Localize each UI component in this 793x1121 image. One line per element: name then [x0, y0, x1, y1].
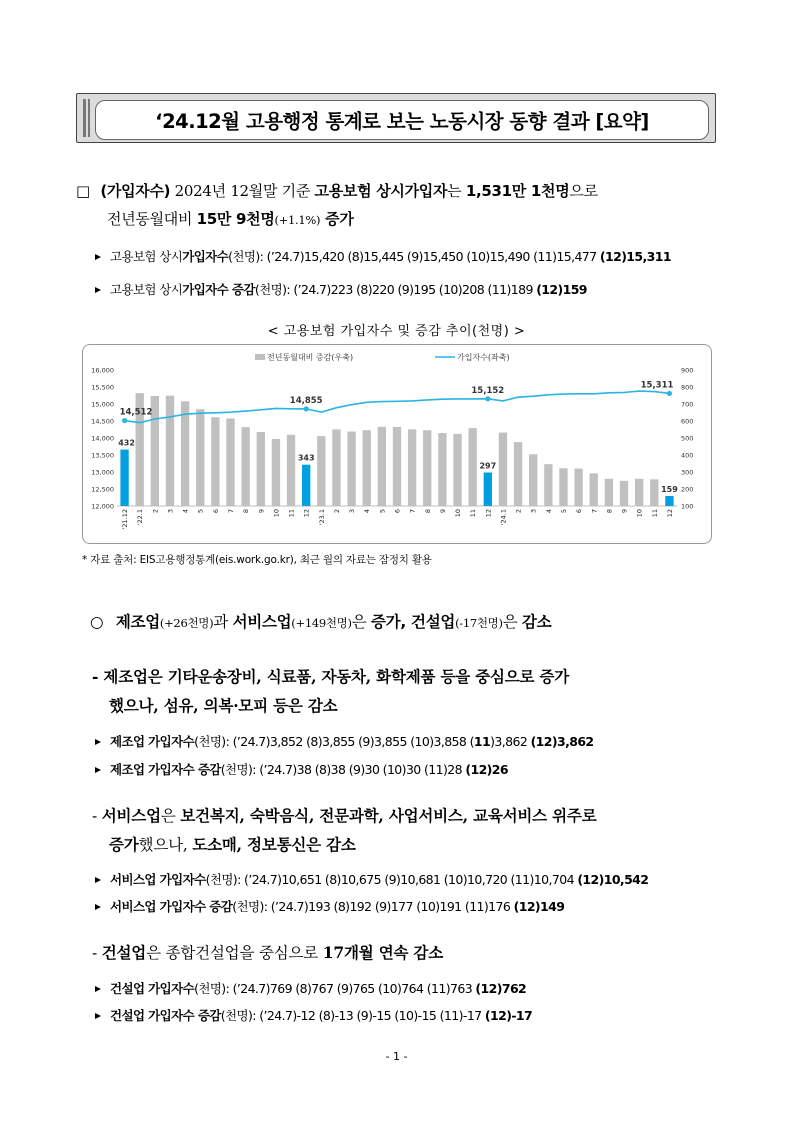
bar-highlight [484, 473, 492, 506]
page-title: ‘24.12월 고용행정 통계로 보는 노동시장 동향 결과 [요약] [95, 100, 709, 140]
x-tick-label: 11 [287, 509, 296, 518]
y-left-tick-label: 14,000 [91, 434, 114, 443]
section-bold: 감소 [522, 613, 552, 631]
bullet-bold: 건설업 가입자수 [110, 981, 195, 996]
bullet-text: 고용보험 상시 [110, 249, 183, 264]
x-tick-label: 9 [620, 509, 629, 514]
bullet-item [95, 870, 648, 888]
line-data-label: 14,855 [289, 395, 323, 406]
y-right-tick-label: 500 [681, 434, 694, 443]
x-tick-label: 7 [408, 509, 417, 514]
section-num: (-17천명) [455, 616, 503, 630]
line-point [304, 406, 309, 411]
bullet-item [95, 732, 594, 750]
section-num: (+149천명) [291, 616, 352, 630]
con-text: 은 종합건설업을 중심으로 [146, 944, 323, 962]
bullet-end: (12)149 [513, 899, 565, 914]
x-tick-label: 5 [559, 509, 568, 514]
triangle-bullet-icon [95, 986, 101, 992]
y-left-tick-label: 12,000 [91, 502, 114, 511]
bar [499, 433, 507, 506]
y-left-tick-label: 16,000 [91, 366, 114, 375]
mfg-heading-line-1: - 제조업은 기타운송장비, 식료품, 자동차, 화학제품 등을 중심으로 증가 [92, 667, 570, 686]
y-left-tick-label: 14,500 [91, 417, 114, 426]
triangle-bullet-icon [95, 739, 101, 745]
source-note: * 자료 출처: EIS고용행정통계(eis.work.go.kr), 최근 월의 자료는 잠정치 활용 [82, 554, 432, 566]
svc-bold: 도소매, 정보통신은 감소 [192, 835, 356, 854]
bar [605, 479, 613, 506]
x-tick-label: 8 [605, 509, 614, 514]
bar [378, 427, 386, 506]
bullet-text: )3,862 [490, 734, 531, 749]
svc-bold: 증가 [109, 835, 139, 854]
bullet-bold: 가입자수 증감 [182, 282, 255, 297]
y-right-tick-label: 400 [681, 451, 694, 460]
x-tick-label: 10 [272, 509, 281, 518]
x-tick-label: 9 [438, 509, 447, 514]
chart-container [82, 344, 712, 544]
line-data-label: 15,311 [640, 380, 674, 391]
svc-heading-line-1 [92, 804, 596, 826]
con-heading [92, 941, 443, 963]
section-text: 은 [502, 613, 522, 631]
bar-data-label: 159 [661, 484, 678, 494]
bar [514, 442, 522, 506]
x-tick-label: '22.1 [136, 509, 145, 526]
bullet-end: (12)-17 [484, 1008, 533, 1023]
svc-bold: 보건복지, 숙박음식, 전문과학, 사업서비스, 교육서비스 위주로 [180, 806, 597, 825]
y-left-tick-label: 15,000 [91, 400, 114, 409]
bar [620, 481, 628, 506]
y-right-tick-label: 100 [681, 502, 694, 511]
summary-pct: (+1.1%) [274, 213, 321, 227]
summary-bold: 1,531만 1천명 [465, 182, 570, 200]
bullet-bold: 제조업 가입자수 증감 [110, 762, 221, 777]
bar-highlight [120, 450, 128, 506]
x-tick-label: '23.1 [317, 509, 326, 526]
dash: - [92, 944, 102, 962]
series-line [125, 391, 670, 423]
y-right-tick-label: 200 [681, 485, 694, 494]
x-tick-label: 12 [302, 509, 311, 518]
bullet-bold: 서비스업 가입자수 증감 [110, 899, 233, 914]
bullet-item [95, 1006, 532, 1024]
y-right-tick-label: 700 [681, 400, 694, 409]
bar [438, 433, 446, 506]
legend-line-label: 가입자수(좌축) [457, 353, 510, 362]
bar [363, 430, 371, 506]
x-tick-label: 4 [544, 509, 553, 514]
x-tick-label: 12 [484, 509, 493, 518]
bullet-end: (12)3,862 [530, 734, 594, 749]
bullet-text: (천명): (’24.7)193 (8)192 (9)177 (10)191 (11)176 [232, 899, 514, 914]
line-point [122, 418, 127, 423]
bar [332, 429, 340, 506]
bullet-text: (천명): (’24.7)15,420 (8)15,445 (9)15,450 (10)15,490 (11)15,477 [228, 249, 600, 264]
section-bold: 제조업 [115, 613, 160, 631]
bar [166, 396, 174, 506]
x-tick-label: 6 [211, 509, 220, 514]
triangle-bullet-icon [95, 287, 101, 293]
bullet-text: (천명): (’24.7)223 (8)220 (9)195 (10)208 (11)189 [254, 282, 537, 297]
summary-text: 2024년 12월말 기준 [170, 182, 315, 200]
x-tick-label: 7 [227, 509, 236, 514]
bar [393, 427, 401, 506]
bar [287, 435, 295, 506]
bar [257, 432, 265, 506]
bullet-end: (12)10,542 [577, 872, 649, 887]
bar [408, 429, 416, 506]
x-tick-label: 6 [575, 509, 584, 514]
line-data-label: 15,152 [471, 385, 505, 396]
y-left-tick-label: 13,500 [91, 451, 114, 460]
summary-line-1 [76, 180, 598, 201]
svc-text: 은 [160, 807, 181, 825]
bar [574, 469, 582, 506]
x-tick-label: 4 [363, 509, 372, 514]
x-tick-label: 6 [393, 509, 402, 514]
circle-mark: ○ [90, 613, 104, 631]
summary-line-2 [107, 208, 354, 229]
chart-caption: < 고용보험 가입자수 및 증감 추이(천명) > [267, 324, 526, 339]
x-tick-label: 2 [514, 509, 523, 514]
triangle-bullet-icon [95, 767, 101, 773]
line-point [485, 396, 490, 401]
bullet-text: (천명): (’24.7)769 (8)767 (9)765 (10)764 (11)763 [194, 981, 476, 996]
bar [529, 454, 537, 506]
x-tick-label: 12 [665, 509, 674, 518]
bar [453, 434, 461, 506]
bar-data-label: 432 [118, 438, 135, 448]
x-tick-label: 10 [635, 509, 644, 518]
x-tick-label: 5 [378, 509, 387, 514]
bullet-text: (천명): (’24.7)-12 (8)-13 (9)-15 (10)-15 (11)-17 [220, 1008, 485, 1023]
bullet-text: (천명): (’24.7)38 (8)38 (9)30 (10)30 (11)28 [220, 762, 466, 777]
bar-data-label: 343 [297, 453, 315, 463]
bar [635, 479, 643, 506]
bar [241, 427, 249, 506]
section-num: (+26천명) [159, 616, 214, 630]
bar [650, 479, 658, 506]
y-left-tick-label: 13,000 [91, 468, 114, 477]
y-right-tick-label: 600 [681, 417, 694, 426]
bar-data-label: 297 [479, 461, 497, 471]
summary-bold: 증가 [320, 210, 354, 228]
bar [469, 428, 477, 506]
bar [347, 432, 355, 506]
page-number: - 1 - [385, 1050, 408, 1063]
x-tick-label: 3 [166, 509, 175, 514]
x-tick-label: 7 [590, 509, 599, 514]
dash: - [92, 807, 102, 825]
section-text: 은 [351, 613, 371, 631]
bullet-end: (12)15,311 [599, 249, 671, 264]
bar [196, 409, 204, 506]
title-box [76, 93, 716, 143]
section-bold: 서비스업 [232, 613, 292, 631]
svc-bold: 서비스업 [101, 806, 161, 825]
bar [226, 418, 234, 506]
y-left-tick-label: 15,500 [91, 383, 114, 392]
bullet-item [95, 979, 526, 997]
svc-text: 했으나, [138, 836, 193, 854]
x-tick-label: 4 [181, 509, 190, 514]
bullet-item [95, 247, 671, 265]
bar-highlight [665, 496, 673, 506]
x-tick-label: 10 [454, 509, 463, 518]
x-tick-label: '21.12 [121, 509, 130, 530]
section-header [90, 610, 551, 632]
bar [590, 473, 598, 506]
summary-bold: 15만 9천명 [196, 210, 275, 228]
bar [272, 439, 280, 506]
title-decor-bar [88, 99, 90, 137]
y-right-tick-label: 800 [681, 383, 694, 392]
chart-svg [83, 345, 711, 543]
section-text: 과 [213, 613, 233, 631]
svc-heading-line-2 [109, 833, 356, 855]
bullet-end: (12)159 [536, 282, 587, 297]
x-tick-label: 11 [469, 509, 478, 518]
bullet-end: (12)26 [465, 762, 508, 777]
mfg-heading-line-2: 했으나, 섬유, 의복·모피 등은 감소 [109, 696, 338, 715]
x-tick-label: 2 [332, 509, 341, 514]
bar [559, 468, 567, 506]
section-bold: 증가, 건설업 [371, 613, 456, 631]
x-tick-label: 3 [348, 509, 357, 514]
line-data-label: 14,512 [119, 407, 153, 418]
x-tick-label: 11 [650, 509, 659, 518]
summary-bold: 고용보험 상시가입자 [314, 182, 448, 200]
bar [544, 464, 552, 506]
bullet-text: (천명): (’24.7)10,651 (8)10,675 (9)10,681 (10)10,720 (11)10,704 [205, 872, 578, 887]
triangle-bullet-icon [95, 254, 101, 260]
triangle-bullet-icon [95, 904, 101, 910]
summary-text: 전년동월대비 [107, 210, 197, 228]
summary-lead: (가입자수) [100, 182, 171, 200]
bar [423, 430, 431, 506]
x-tick-label: 9 [257, 509, 266, 514]
bar-highlight [302, 465, 310, 506]
bullet-bold: 서비스업 가입자수 [110, 872, 206, 887]
line-point [667, 391, 672, 396]
summary-text: 으로 [569, 182, 598, 200]
y-left-tick-label: 12,500 [91, 485, 114, 494]
checkbox-mark: □ [76, 182, 90, 200]
bullet-item [95, 897, 564, 915]
title-decor-bar [83, 99, 86, 137]
bullet-item [95, 760, 508, 778]
legend-bar-swatch [255, 354, 265, 360]
con-bold: 17개월 연속 감소 [322, 943, 443, 962]
x-tick-label: 3 [529, 509, 538, 514]
bar [317, 436, 325, 506]
x-tick-label: '24.1 [499, 509, 508, 526]
bullet-text: (천명): (’24.7)3,852 (8)3,855 (9)3,855 (10)3,858 ( [194, 734, 474, 749]
y-right-tick-label: 300 [681, 468, 694, 477]
y-right-tick-label: 900 [681, 366, 694, 375]
bar [211, 417, 219, 506]
summary-text: 는 [447, 182, 466, 200]
triangle-bullet-icon [95, 877, 101, 883]
bullet-end: (12)762 [475, 981, 527, 996]
bullet-text: 고용보험 상시 [110, 282, 183, 297]
triangle-bullet-icon [95, 1013, 101, 1019]
x-tick-label: 8 [423, 509, 432, 514]
x-tick-label: 2 [151, 509, 160, 514]
bullet-bold: 가입자수 [182, 249, 229, 264]
bullet-item [95, 280, 587, 298]
x-tick-label: 5 [196, 509, 205, 514]
bullet-bold: 건설업 가입자수 증감 [110, 1008, 221, 1023]
con-bold: 건설업 [101, 943, 147, 962]
bullet-bold: 제조업 가입자수 [110, 734, 195, 749]
x-tick-label: 8 [242, 509, 251, 514]
bar [181, 401, 189, 506]
bullet-bold: 11 [473, 734, 491, 749]
legend-bar-label: 전년동월대비 증감(우축) [267, 353, 354, 362]
